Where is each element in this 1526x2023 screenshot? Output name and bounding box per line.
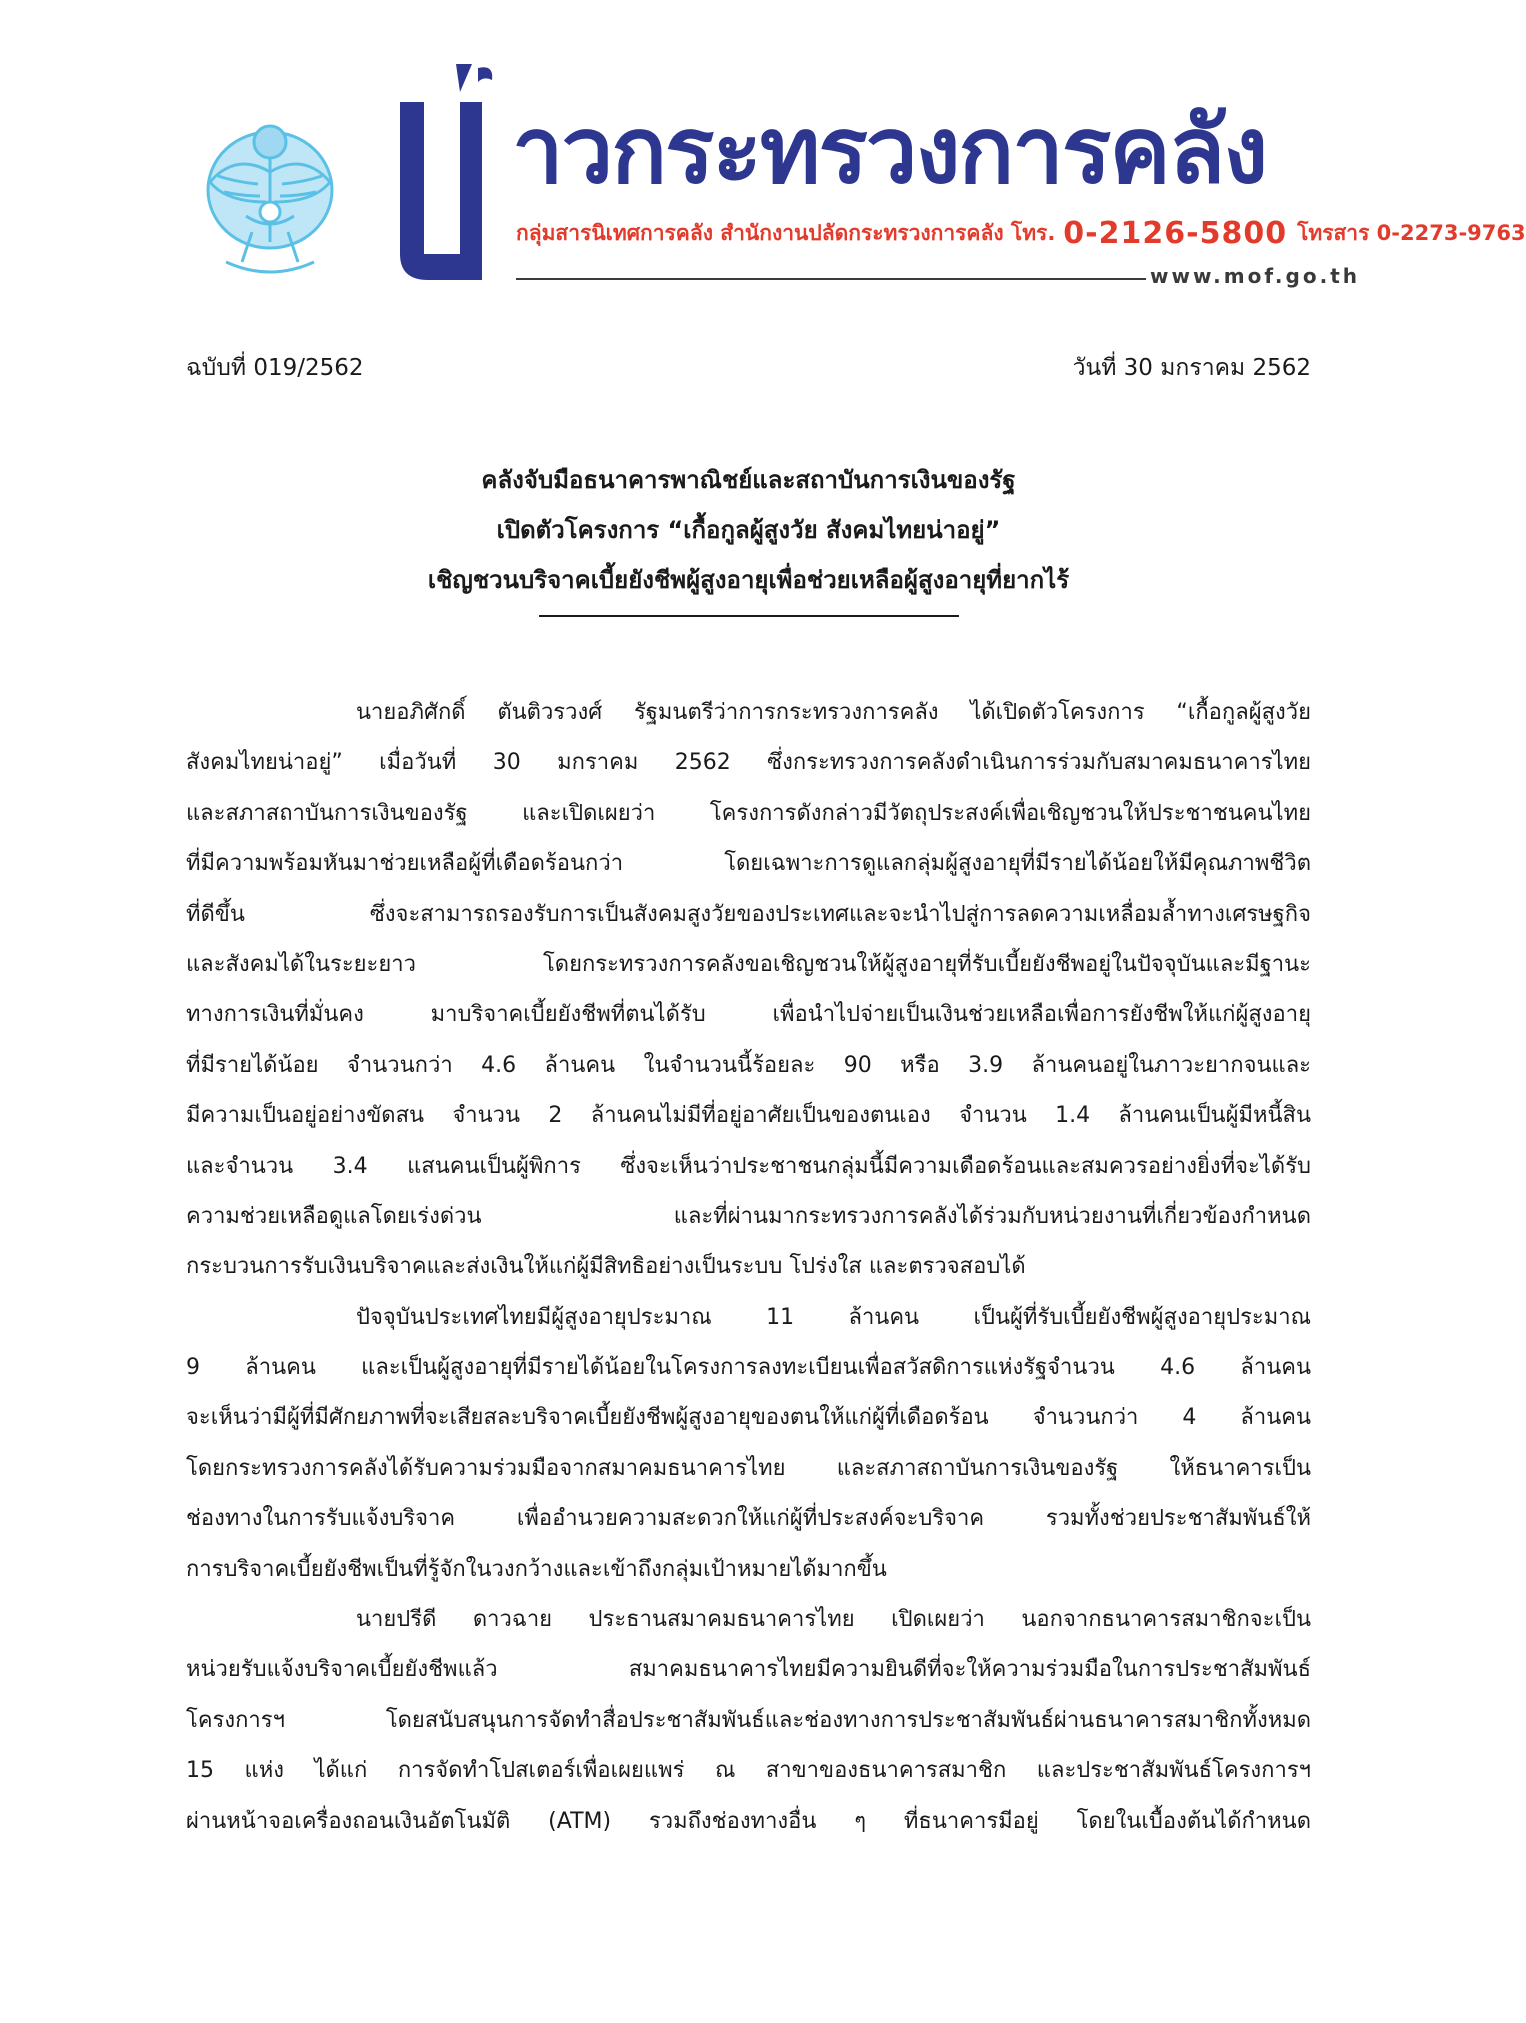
body-line: จะเห็นว่ามีผู้ที่มีศักยภาพที่จะเสียสละบริจาคเบี้ยยังชีพผู้สูงอายุของตนให้แก่ผู้ที่เดือดร้อน จำนวนกว่า 4 ล้านคน bbox=[186, 1405, 1311, 1431]
masthead-title: าวกระทรวงการคลัง bbox=[512, 97, 1267, 204]
body-line: นายปรีดี ดาวฉาย ประธานสมาคมธนาคารไทย เปิดเผยว่า นอกจากธนาคารสมาชิกจะเป็น bbox=[356, 1607, 1311, 1633]
body-line: และจำนวน 3.4 แสนคนเป็นผู้พิการ ซึ่งจะเห็นว่าประชาชนกลุ่มนี้มีความเดือดร้อนและสมควรอย่างยิ่งที่จะได้รับ bbox=[186, 1153, 1311, 1179]
issue-number: ฉบับที่ 019/2562 bbox=[186, 355, 364, 381]
body-line: 9 ล้านคน และเป็นผู้สูงอายุที่มีรายได้น้อยในโครงการลงทะเบียนเพื่อสวัสดิการแห่งรัฐจำนวน 4.6 ล้านคน bbox=[186, 1355, 1311, 1381]
masthead-fax: โทรสาร 0-2273-9763 bbox=[1297, 220, 1526, 245]
body-line: และสภาสถาบันการเงินของรัฐ และเปิดเผยว่า โครงการดังกล่าวมีวัตถุประสงค์เพื่อเชิญชวนให้ประชาชนคนไทย bbox=[186, 800, 1311, 826]
masthead-office-text: กลุ่มสารนิเทศการคลัง สำนักงานปลัดกระทรวงการคลัง โทร. bbox=[516, 220, 1056, 245]
body-line: หน่วยรับแจ้งบริจาคเบี้ยยังชีพแล้ว สมาคมธนาคารไทยมีความยินดีที่จะให้ความร่วมมือในการประชาสัมพันธ์ bbox=[186, 1657, 1311, 1683]
headline-divider bbox=[539, 615, 959, 617]
body-line: ที่มีความพร้อมหันมาช่วยเหลือผู้ที่เดือดร้อนกว่า โดยเฉพาะการดูแลกลุ่มผู้สูงอายุที่มีรายได้น้อยให้มีคุณภาพชีวิต bbox=[186, 851, 1311, 877]
issue-date: วันที่ 30 มกราคม 2562 bbox=[1072, 355, 1311, 381]
body-line: ทางการเงินที่มั่นคง มาบริจาคเบี้ยยังชีพที่ตนได้รับ เพื่อนำไปจ่ายเป็นเงินช่วยเหลือเพื่อการยังชีพให้แก่ผู้สูงอายุ bbox=[186, 1002, 1311, 1028]
masthead-phone: 0-2126-5800 bbox=[1063, 215, 1288, 251]
body-line: การบริจาคเบี้ยยังชีพเป็นที่รู้จักในวงกว้างและเข้าถึงกลุ่มเป้าหมายได้มากขึ้น bbox=[186, 1556, 887, 1582]
body-line: นายอภิศักดิ์ ตันติวรวงศ์ รัฐมนตรีว่าการกระทรวงการคลัง ได้เปิดตัวโครงการ “เกื้อกูลผู้สูงวัย bbox=[356, 700, 1311, 725]
body-line: และสังคมได้ในระยะยาว โดยกระทรวงการคลังขอเชิญชวนให้ผู้สูงอายุที่รับเบี้ยยังชีพอยู่ในปัจจุบันและมีฐานะ bbox=[186, 951, 1311, 977]
headline-line: เชิญชวนบริจาคเบี้ยยังชีพผู้สูงอายุเพื่อช่วยเหลือผู้สูงอายุที่ยากไร้ bbox=[427, 566, 1070, 594]
masthead-initial-logo bbox=[380, 58, 510, 288]
body-line: ที่มีรายได้น้อย จำนวนกว่า 4.6 ล้านคน ในจำนวนนี้ร้อยละ 90 หรือ 3.9 ล้านคนอยู่ในภาวะยากจนและ bbox=[186, 1052, 1311, 1078]
body-line: กระบวนการรับเงินบริจาคและส่งเงินให้แก่ผู้มีสิทธิอย่างเป็นระบบ โปร่งใส และตรวจสอบได้ bbox=[186, 1254, 1026, 1280]
masthead-rule bbox=[516, 278, 1146, 280]
body-line: ช่องทางในการรับแจ้งบริจาค เพื่ออำนวยความสะดวกให้แก่ผู้ที่ประสงค์จะบริจาค รวมทั้งช่วยประชาสัมพันธ์ให้ bbox=[186, 1506, 1311, 1532]
body-line: ผ่านหน้าจอเครื่องถอนเงินอัตโนมัติ (ATM) รวมถึงช่องทางอื่น ๆ ที่ธนาคารมีอยู่ โดยในเบื้องต้นได้กำหนด bbox=[186, 1808, 1311, 1834]
body-line: โครงการฯ โดยสนับสนุนการจัดทำสื่อประชาสัมพันธ์และช่องทางการประชาสัมพันธ์ผ่านธนาคารสมาชิกทั้งหมด bbox=[186, 1707, 1311, 1733]
body-line: ความช่วยเหลือดูแลโดยเร่งด่วน และที่ผ่านมากระทรวงการคลังได้ร่วมกับหน่วยงานที่เกี่ยวข้องกำหนด bbox=[186, 1203, 1311, 1229]
body-line: สังคมไทยน่าอยู่” เมื่อวันที่ 30 มกราคม 2562 ซึ่งกระทรวงการคลังดำเนินการร่วมกับสมาคมธนาคารไทย bbox=[186, 750, 1311, 776]
garuda-emblem-icon bbox=[196, 112, 344, 280]
article-body bbox=[186, 688, 1311, 1847]
masthead-website: www.mof.go.th bbox=[1150, 264, 1360, 288]
headline-line: เปิดตัวโครงการ “เกื้อกูลผู้สูงวัย สังคมไทยน่าอยู่” bbox=[496, 516, 1001, 544]
body-line: โดยกระทรวงการคลังได้รับความร่วมมือจากสมาคมธนาคารไทย และสภาสถาบันการเงินของรัฐ ให้ธนาคารเป็น bbox=[186, 1455, 1311, 1481]
body-line: 15 แห่ง ได้แก่ การจัดทำโปสเตอร์เพื่อเผยแพร่ ณ สาขาของธนาคารสมาชิก และประชาสัมพันธ์โครงการฯ bbox=[186, 1758, 1311, 1784]
headline bbox=[186, 455, 1311, 617]
body-line: ปัจจุบันประเทศไทยมีผู้สูงอายุประมาณ 11 ล้านคน เป็นผู้ที่รับเบี้ยยังชีพผู้สูงอายุประมาณ bbox=[356, 1304, 1311, 1330]
body-line: ที่ดีขึ้น ซึ่งจะสามารถรองรับการเป็นสังคมสูงวัยของประเทศและจะนำไปสู่การลดความเหลื่อมล้ำทางเศรษฐกิจ bbox=[186, 901, 1311, 927]
masthead-contact-bar bbox=[512, 210, 1526, 256]
headline-line: คลังจับมือธนาคารพาณิชย์และสถาบันการเงินของรัฐ bbox=[481, 466, 1016, 494]
body-line: มีความเป็นอยู่อย่างขัดสน จำนวน 2 ล้านคนไม่มีที่อยู่อาศัยเป็นของตนเอง จำนวน 1.4 ล้านคนเป็นผู้มีหนี้สิน bbox=[186, 1103, 1311, 1129]
